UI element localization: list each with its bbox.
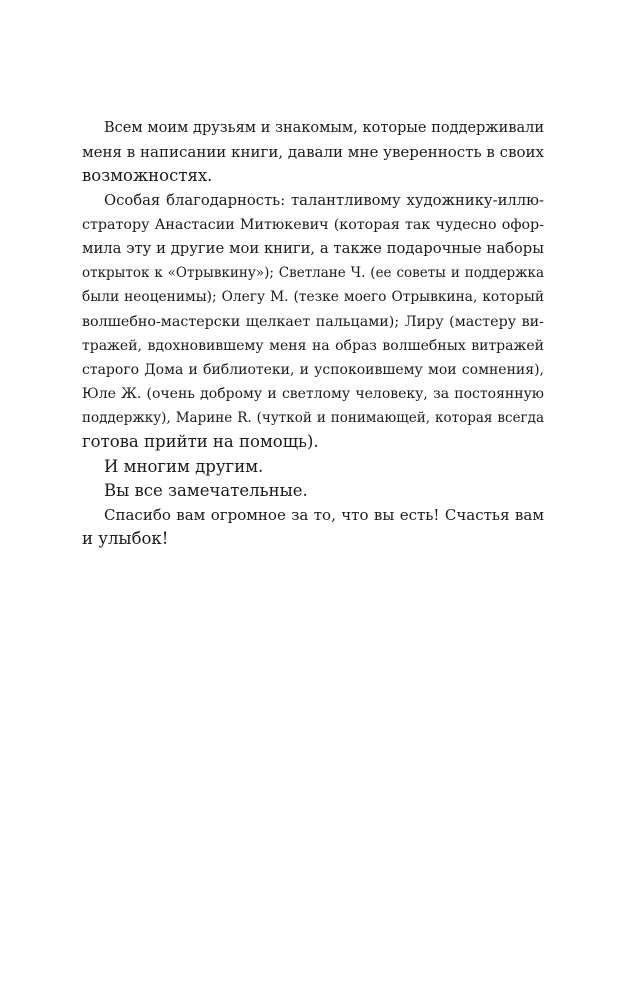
text-line: открыток к «Отрывкину»); Светлане Ч. (ее советы и поддержка [82,265,544,282]
text-line: старого Дома и библиотеки, и успокоившему мои сомнения), [82,361,544,378]
acknowledgements-text [82,116,544,551]
text-line: готова прийти на помощь). [82,432,319,452]
paragraph-thanks [82,503,544,551]
text-line: волшебно-мастерски щелкает пальцами); Лиру (мастеру ви- [82,313,544,330]
text-line: Вы все замечательные. [104,480,308,500]
text-line: И многим другим. [104,456,264,476]
text-line: меня в написании книги, давали мне уверенность в своих [82,143,544,162]
paragraph-wonderful [82,479,544,503]
paragraph-friends [82,116,544,189]
text-line: Юле Ж. (очень доброму и светлому человеку, за постоянную [82,386,544,403]
text-line: возможностях. [82,166,213,186]
text-line: тражей, вдохновившему меня на образ волшебных витражей [82,337,544,354]
text-line: Особая благодарность: талантливому художнику-иллю- [104,191,544,209]
text-line: были неоценимы); Олегу М. (тезке моего Отрывкина, который [82,289,544,306]
text-line: стратору Анастасии Митюкевич (которая так чудесно офор- [82,216,544,233]
text-line: Всем моим друзьям и знакомым, которые поддерживали [104,120,544,136]
text-line: Спасибо вам огромное за то, что вы есть! Счастья вам [104,506,544,524]
text-line: и улыбок! [82,529,169,549]
text-line: поддержку), Марине R. (чуткой и понимающей, которая всегда [82,410,544,427]
paragraph-special-thanks [82,189,544,455]
paragraph-others [82,455,544,479]
text-line: мила эту и другие мои книги, а также подарочные наборы [82,239,544,257]
